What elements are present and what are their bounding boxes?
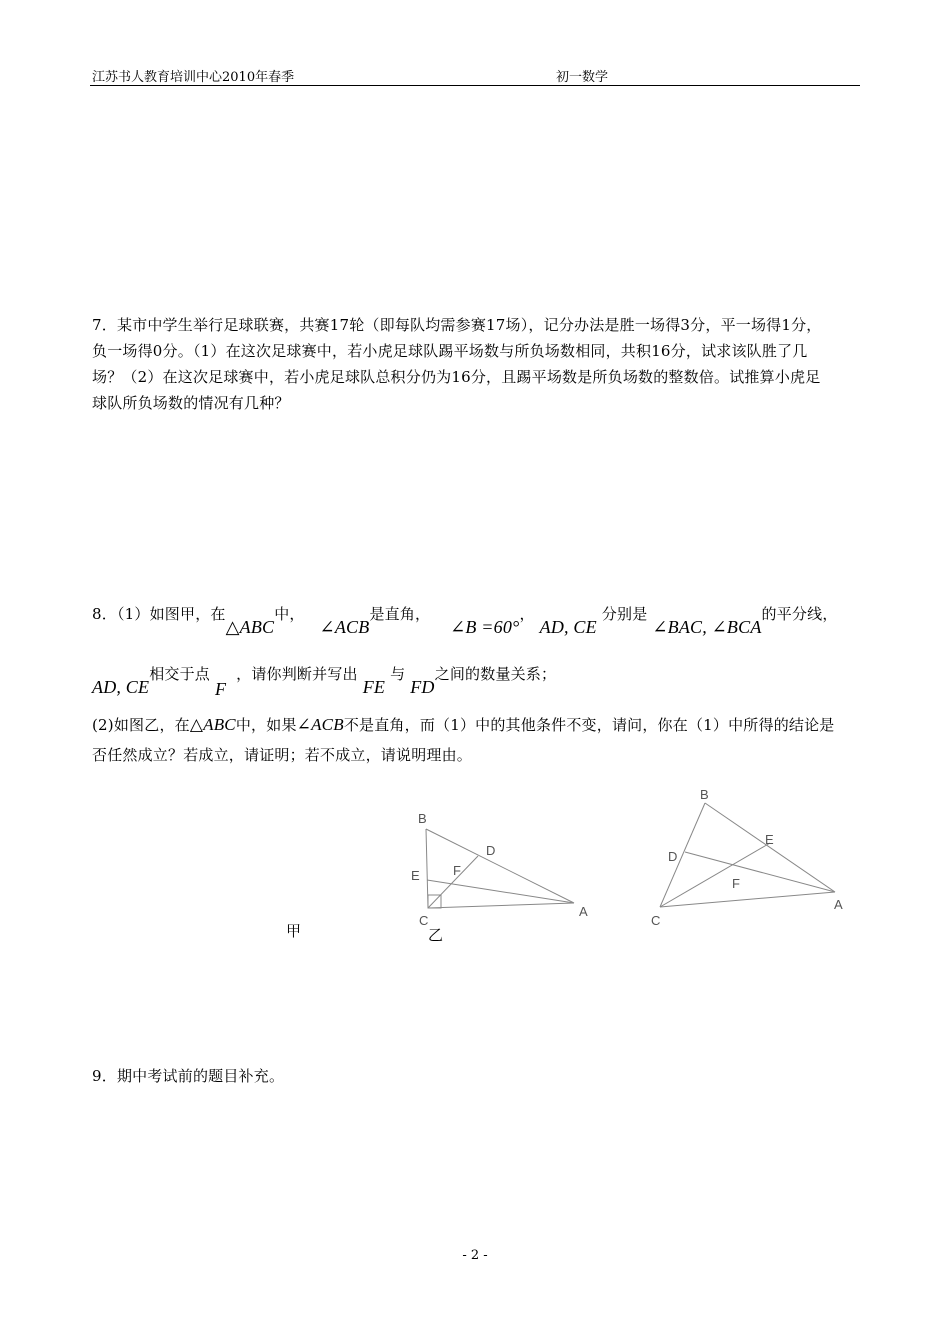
q8-math: AD, CE (539, 617, 597, 637)
label-a: A (579, 904, 588, 919)
q8-text: (2)如图乙，在 (92, 716, 190, 734)
q8-text: 中，如果 (235, 716, 297, 734)
q8-text: ，请你判断并写出 (236, 665, 358, 683)
q7-line-2: 负一场得0分。（1）在这次足球赛中，若小虎足球队踢平场数与所负场数相同，共积16分，试求该队胜了几 (92, 342, 808, 360)
q8-math: △ABC (189, 715, 236, 734)
segment-ba (705, 803, 835, 892)
q8-text: 分别是 (601, 605, 648, 623)
q8-line-1 (92, 600, 860, 637)
label-f: F (453, 863, 461, 878)
q8-part2-line-1 (92, 712, 860, 738)
figure-yi (640, 780, 860, 930)
label-d: D (486, 843, 496, 858)
q8-part2-line-2: 否任然成立？若成立，请证明；若不成立，请说明理由。 (92, 746, 473, 764)
label-f: F (732, 876, 740, 891)
q8-line-2 (92, 660, 860, 699)
label-e: E (411, 868, 420, 883)
label-a: A (834, 897, 843, 912)
segment-ad (685, 852, 835, 892)
q8-math: FE (362, 677, 386, 697)
q7-line-1: 7．某市中学生举行足球联赛，共赛17轮（即每队均需参赛17场），记分办法是胜一场得3分，平一场得1分， (92, 316, 822, 334)
figure-caption-jia: 甲 (286, 922, 302, 940)
q8-text: 不是直角，而（1）中的其他条件不变，请问，你在（1）中所得的结论是 (343, 716, 835, 734)
question-7 (92, 312, 860, 416)
q8-text: 中， (274, 605, 305, 623)
q8-math: ∠ACB (319, 617, 370, 637)
figure-jia (400, 805, 600, 930)
q8-math: AD, CE (92, 677, 150, 697)
q8-text: 与 (390, 665, 406, 683)
label-e: E (765, 832, 774, 847)
q8-math: ∠BAC, ∠BCA (652, 617, 762, 637)
q8-text: 之间的数量关系； (434, 665, 557, 683)
label-d: D (668, 849, 678, 864)
q8-part2 (92, 712, 860, 768)
page-number: - 2 - (462, 1248, 488, 1263)
q8-text: ， (519, 605, 535, 623)
q8-math: ∠B =60° (450, 617, 520, 637)
q8-math: F (214, 679, 227, 699)
segment-bc (660, 803, 705, 907)
q8-text: 是直角， (369, 605, 431, 623)
q8-text: 的平分线， (761, 605, 838, 623)
q7-line-3: 场？（2）在这次足球赛中，若小虎足球队总积分仍为16分，且踢平场数是所负场数的整数倍。试推算小虎足 (92, 368, 821, 386)
figure-caption-yi: 乙 (428, 926, 444, 944)
question-9: 9．期中考试前的题目补充。 (92, 1067, 285, 1085)
label-b: B (700, 787, 709, 802)
segment-ca (428, 903, 574, 908)
header-left: 江苏书人教育培训中心2010年春季 (92, 70, 295, 85)
segment-ca (660, 892, 835, 907)
q8-math: △ABC (225, 617, 275, 637)
header-right: 初一数学 (556, 70, 609, 85)
label-c: C (419, 913, 429, 928)
q8-text: 8．（1）如图甲，在 (92, 605, 226, 623)
label-b: B (418, 811, 427, 826)
q8-text: 相交于点 (149, 665, 211, 683)
q7-line-4: 球队所负场数的情况有几种？ (92, 394, 290, 412)
q8-math: FD (410, 677, 435, 697)
label-c: C (651, 913, 661, 928)
q8-math: ∠ACB (296, 715, 344, 734)
header-rule (90, 85, 860, 86)
